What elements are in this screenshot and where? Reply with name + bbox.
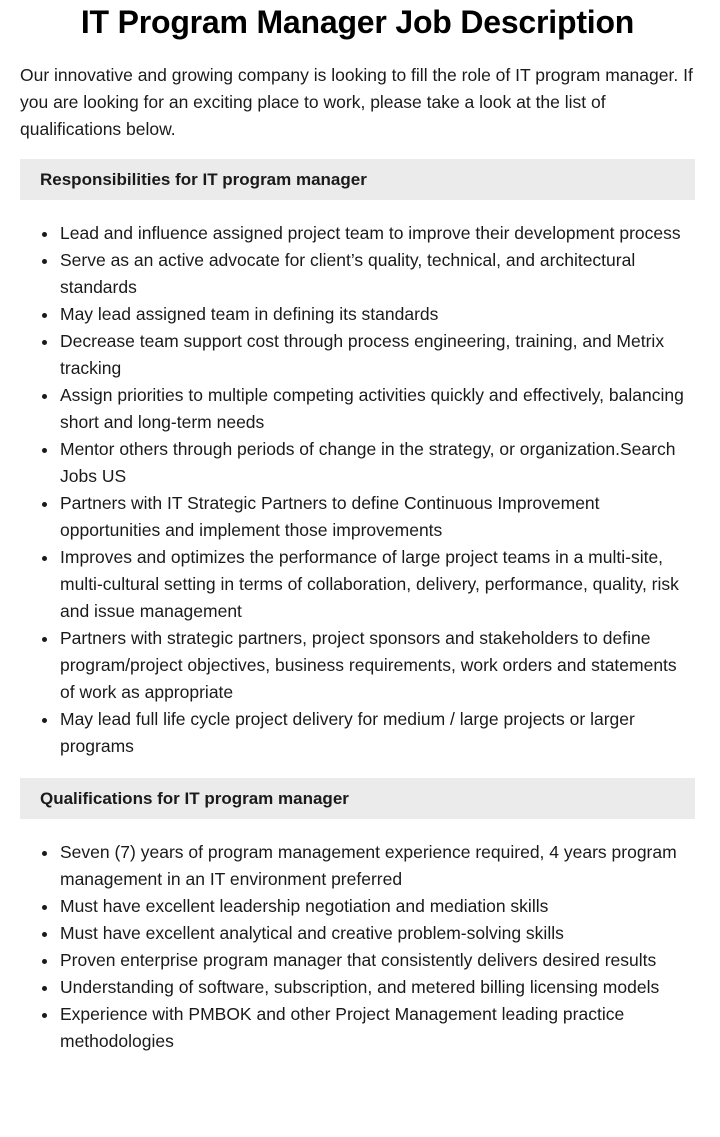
list-item: Decrease team support cost through process engineering, training, and Metrix tracking — [60, 328, 695, 382]
list-item: Lead and influence assigned project team to improve their development process — [60, 220, 695, 247]
list-item: Partners with strategic partners, project sponsors and stakeholders to define program/project objectives, business requirements, work orders and statements of work as appropriate — [60, 625, 695, 706]
list-item: Experience with PMBOK and other Project Management leading practice methodologies — [60, 1001, 695, 1055]
qualifications-heading: Qualifications for IT program manager — [20, 778, 695, 819]
list-item: Understanding of software, subscription, and metered billing licensing models — [60, 974, 695, 1001]
intro-paragraph: Our innovative and growing company is looking to fill the role of IT program manager. If you are looking for an exciting place to work, please take a look at the list of qualifications below. — [20, 65, 693, 139]
page-title: IT Program Manager Job Description — [80, 4, 635, 40]
list-item: Partners with IT Strategic Partners to define Continuous Improvement opportunities and implement those improvements — [60, 490, 695, 544]
responsibilities-list — [20, 220, 695, 760]
responsibilities-heading: Responsibilities for IT program manager — [20, 159, 695, 200]
list-item: Serve as an active advocate for client’s quality, technical, and architectural standards — [60, 247, 695, 301]
list-item: May lead assigned team in defining its standards — [60, 301, 695, 328]
list-item: May lead full life cycle project delivery for medium / large projects or larger programs — [60, 706, 695, 760]
list-item: Must have excellent leadership negotiation and mediation skills — [60, 893, 695, 920]
list-item: Must have excellent analytical and creative problem-solving skills — [60, 920, 695, 947]
list-item: Proven enterprise program manager that consistently delivers desired results — [60, 947, 695, 974]
qualifications-list — [20, 839, 695, 1055]
list-item: Assign priorities to multiple competing activities quickly and effectively, balancing short and long-term needs — [60, 382, 695, 436]
list-item: Mentor others through periods of change in the strategy, or organization.Search Jobs US — [60, 436, 695, 490]
list-item: Improves and optimizes the performance of large project teams in a multi-site, multi-cultural setting in terms of collaboration, delivery, performance, quality, risk and issue management — [60, 544, 695, 625]
list-item: Seven (7) years of program management experience required, 4 years program management in an IT environment preferred — [60, 839, 695, 893]
